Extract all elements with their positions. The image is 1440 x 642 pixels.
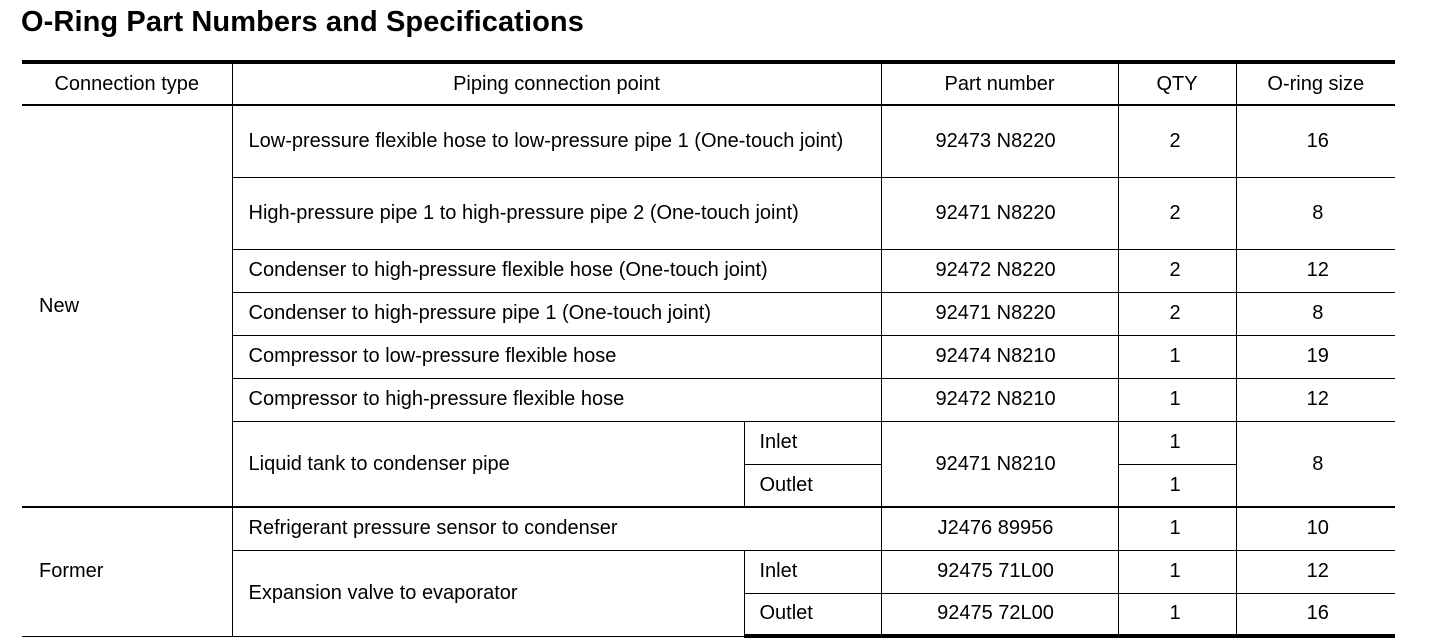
part-number-cell: 92471 N8220 — [881, 177, 1118, 249]
column-header-part-number: Part number — [881, 62, 1118, 105]
part-number-cell: J2476 89956 — [881, 507, 1118, 550]
piping-point-cell: Condenser to high-pressure flexible hose (One-touch joint) — [232, 249, 881, 292]
qty-cell: 1 — [1118, 421, 1236, 464]
page-title: O-Ring Part Numbers and Specifications — [21, 6, 584, 38]
part-number-cell: 92475 72L00 — [881, 593, 1118, 636]
oring-spec-table — [22, 60, 1395, 638]
sub-point-inlet: Inlet — [744, 421, 881, 464]
qty-cell: 2 — [1118, 105, 1236, 177]
part-number-cell: 92472 N8210 — [881, 378, 1118, 421]
column-header-piping-connection-point: Piping connection point — [232, 62, 881, 105]
qty-cell: 1 — [1118, 507, 1236, 550]
oring-size-cell: 19 — [1236, 335, 1395, 378]
part-number-cell: 92474 N8210 — [881, 335, 1118, 378]
qty-cell: 1 — [1118, 378, 1236, 421]
piping-point-cell: Compressor to high-pressure flexible hose — [232, 378, 881, 421]
table-row — [22, 105, 1395, 177]
oring-size-cell: 8 — [1236, 292, 1395, 335]
column-header-connection-type: Connection type — [22, 62, 232, 105]
oring-size-cell: 8 — [1236, 177, 1395, 249]
qty-cell: 2 — [1118, 292, 1236, 335]
piping-point-cell: Expansion valve to evaporator — [232, 550, 744, 636]
sub-point-outlet: Outlet — [744, 464, 881, 507]
part-number-cell: 92472 N8220 — [881, 249, 1118, 292]
oring-size-cell: 12 — [1236, 249, 1395, 292]
oring-size-cell: 16 — [1236, 105, 1395, 177]
part-number-cell: 92471 N8220 — [881, 292, 1118, 335]
connection-type-new: New — [22, 105, 232, 507]
qty-cell: 2 — [1118, 177, 1236, 249]
part-number-cell: 92471 N8210 — [881, 421, 1118, 507]
table-header-row — [22, 62, 1395, 105]
oring-size-cell: 16 — [1236, 593, 1395, 636]
qty-cell: 1 — [1118, 464, 1236, 507]
qty-cell: 1 — [1118, 335, 1236, 378]
oring-size-cell: 10 — [1236, 507, 1395, 550]
piping-point-cell: Refrigerant pressure sensor to condenser — [232, 507, 881, 550]
piping-point-cell: Compressor to low-pressure flexible hose — [232, 335, 881, 378]
qty-cell: 1 — [1118, 550, 1236, 593]
piping-point-cell: High-pressure pipe 1 to high-pressure pipe 2 (One-touch joint) — [232, 177, 881, 249]
oring-size-cell: 8 — [1236, 421, 1395, 507]
sub-point-inlet: Inlet — [744, 550, 881, 593]
part-number-cell: 92475 71L00 — [881, 550, 1118, 593]
piping-point-cell: Liquid tank to condenser pipe — [232, 421, 744, 507]
oring-size-cell: 12 — [1236, 550, 1395, 593]
column-header-oring-size: O-ring size — [1236, 62, 1395, 105]
sub-point-outlet: Outlet — [744, 593, 881, 636]
qty-cell: 1 — [1118, 593, 1236, 636]
column-header-qty: QTY — [1118, 62, 1236, 105]
piping-point-cell: Condenser to high-pressure pipe 1 (One-touch joint) — [232, 292, 881, 335]
part-number-cell: 92473 N8220 — [881, 105, 1118, 177]
oring-size-cell: 12 — [1236, 378, 1395, 421]
connection-type-former: Former — [22, 507, 232, 636]
qty-cell: 2 — [1118, 249, 1236, 292]
table-row — [22, 507, 1395, 550]
piping-point-cell: Low-pressure flexible hose to low-pressure pipe 1 (One-touch joint) — [232, 105, 881, 177]
